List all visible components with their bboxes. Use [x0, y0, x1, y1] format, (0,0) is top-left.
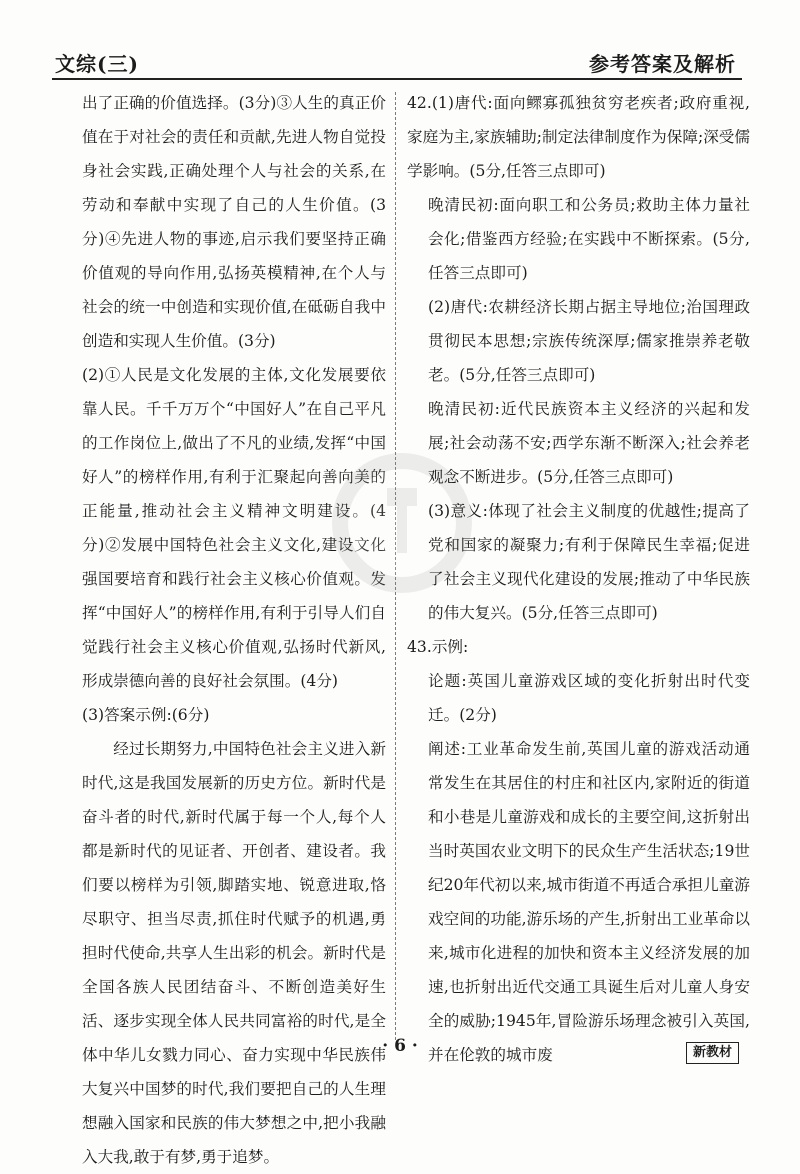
answer-paragraph: (2)唐代:农耕经济长期占据主导地位;治国理政贯彻民本思想;宗族传统深厚;儒家推崇养老敬老。(5分,任答三点即可)	[428, 298, 750, 384]
exam-title: 文综(三)	[55, 52, 139, 76]
answer-paragraph: (3)答案示例:(6分)	[82, 706, 210, 724]
right-column	[407, 86, 750, 1072]
answer-paragraph: 阐述:工业革命发生前,英国儿童的游戏活动通常发生在其居住的村庄和社区内,家附近的街道和小巷是儿童游戏和成长的主要空间,这折射出当时英国农业文明下的民众生产生活状态;19世纪20年代初以来,城市街道不再适合承担儿童游戏空间的功能,游乐场的产生,折射出工业革命以来,城市化进程的加快和资本主义经济发展的加速,也折射出近代交通工具诞生后对儿童人身安全的威胁;1945年,冒险游乐场理念被引入英国,并在伦敦的城市废	[428, 740, 750, 1064]
answer-paragraph: 论题:英国儿童游戏区域的变化折射出时代变迁。(2分)	[428, 672, 750, 724]
question-number: 42.	[407, 94, 432, 112]
page-header	[52, 42, 742, 80]
example-label: 示例:	[431, 638, 469, 656]
question-43	[407, 630, 750, 664]
answer-paragraph: (1)唐代:面向鳏寡孤独贫穷老疾者;政府重视,家庭为主,家族辅助;制定法律制度作为保障;深受儒学影响。(5分,任答三点即可)	[407, 94, 750, 180]
page-number: · 6 ·	[382, 1036, 418, 1056]
question-number: 43.	[407, 638, 432, 656]
edition-badge: 新教材	[686, 1042, 739, 1064]
answer-paragraph: 晚清民初:近代民族资本主义经济的兴起和发展;社会动荡不安;西学东渐不断深入;社会养老观念不断进步。(5分,任答三点即可)	[428, 400, 750, 486]
answer-paragraph: 晚清民初:面向职工和公务员;救助主体力量社会化;借鉴西方经验;在实践中不断探索。(5分,任答三点即可)	[428, 196, 750, 282]
answer-paragraph: (3)意义:体现了社会主义制度的优越性;提高了党和国家的凝聚力;有利于保障民生幸福;促进了社会主义现代化建设的发展;推动了中华民族的伟大复兴。(5分,任答三点即可)	[428, 502, 750, 622]
left-column	[82, 86, 386, 1174]
question-42	[407, 86, 750, 188]
section-title: 参考答案及解析	[589, 52, 736, 76]
answer-paragraph: 出了正确的价值选择。(3分)③人生的真正价值在于对社会的责任和贡献,先进人物自觉投身社会实践,正确处理个人与社会的关系,在劳动和奉献中实现了自己的人生价值。(3分)④先进人物的事迹,启示我们要坚持正确价值观的导向作用,弘扬英模精神,在个人与社会的统一中创造和实现价值,在砥砺自我中创造和实现人生价值。(3分)	[82, 94, 386, 350]
answer-paragraph: 经过长期努力,中国特色社会主义进入新时代,这是我国发展新的历史方位。新时代是奋斗者的时代,新时代属于每一个人,每个人都是新时代的见证者、开创者、建设者。我们要以榜样为引领,脚踏实地、锐意进取,恪尽职守、担当尽责,抓住时代赋予的机遇,勇担时代使命,共享人生出彩的机会。新时代是全国各族人民团结奋斗、不断创造美好生活、逐步实现全体人民共同富裕的时代,是全体中华儿女戮力同心、奋力实现中华民族伟大复兴中国梦的时代,我们要把自己的人生理想融入国家和民族的伟大梦想之中,把小我融入大我,敢于有梦,勇于追梦。	[82, 740, 386, 1166]
answer-paragraph: (2)①人民是文化发展的主体,文化发展要依靠人民。千千万万个“中国好人”在自己平凡的工作岗位上,做出了不凡的业绩,发挥“中国好人”的榜样作用,有利于汇聚起向善向美的正能量,推动社会主义精神文明建设。(4分)②发展中国特色社会主义文化,建设文化强国要培育和践行社会主义核心价值观。发挥“中国好人”的榜样作用,有利于引导人们自觉践行社会主义核心价值观,弘扬时代新风,形成崇德向善的良好社会氛围。(4分)	[82, 366, 386, 690]
